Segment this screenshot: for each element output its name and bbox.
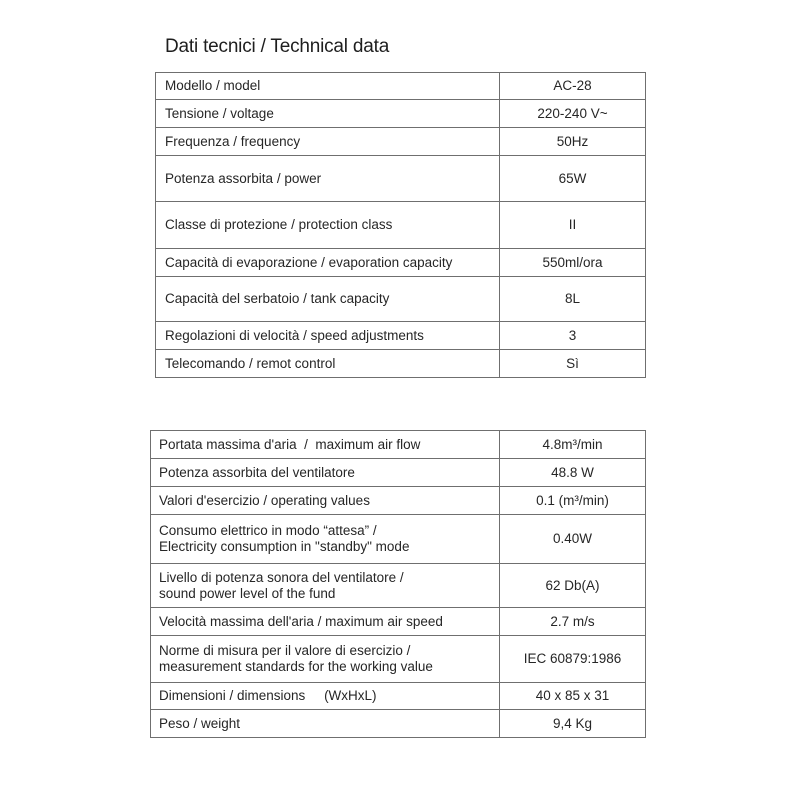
spec-label: Velocità massima dell'aria / maximum air speed [151, 608, 500, 635]
page-title: Dati tecnici / Technical data [165, 36, 390, 57]
spec-value: 3 [568, 327, 577, 343]
table-row [151, 515, 645, 564]
spec-label: Norme di misura per il valore di esercizio / measurement standards for the working value [151, 636, 500, 682]
table-row [156, 249, 645, 277]
spec-label: Frequenza / frequency [156, 128, 500, 155]
spec-value: 48.8 W [551, 464, 594, 480]
spec-value: IEC 60879:1986 [523, 651, 622, 666]
spec-label: Livello di potenza sonora del ventilatore / sound power level of the fund [151, 564, 500, 607]
spec-label: Modello / model [156, 73, 500, 99]
spec-value: 40 x 85 x 31 [535, 688, 610, 703]
spec-value: 550ml/ora [542, 254, 603, 270]
spec-label: Portata massima d'aria / maximum air flow [151, 431, 500, 458]
table-row [151, 710, 645, 738]
spec-value: 2.7 m/s [550, 613, 595, 629]
table-row [151, 564, 645, 608]
spec-label: Valori d'esercizio / operating values [151, 487, 500, 514]
spec-value: 9,4 Kg [552, 715, 593, 731]
spec-value: 220-240 V~ [537, 105, 608, 121]
spec-value: 65W [558, 170, 587, 186]
table-row [156, 322, 645, 350]
spec-value: Sì [566, 355, 579, 371]
table-row [151, 636, 645, 683]
table-row [156, 73, 645, 100]
table-row [151, 459, 645, 487]
spec-value: 0.40W [552, 531, 593, 546]
table-row [156, 202, 645, 249]
table-row [156, 100, 645, 128]
spec-value: II [568, 217, 577, 232]
specs-table-fan [150, 430, 646, 738]
spec-label: Regolazioni di velocità / speed adjustments [156, 322, 500, 349]
spec-label: Dimensioni / dimensions (WxHxL) [151, 683, 500, 709]
spec-label: Classe di protezione / protection class [156, 202, 500, 248]
spec-label: Potenza assorbita / power [156, 156, 500, 201]
table-row [156, 156, 645, 202]
spec-value: 62 Db(A) [545, 577, 600, 593]
table-row [151, 431, 645, 459]
spec-value: AC-28 [553, 78, 592, 93]
spec-value: 50Hz [556, 133, 589, 149]
spec-label: Capacità di evaporazione / evaporation capacity [156, 249, 500, 276]
spec-value: 0.1 (m³/min) [536, 492, 609, 508]
spec-label: Telecomando / remot control [156, 350, 500, 377]
table-row [156, 128, 645, 156]
spec-value: 8L [564, 291, 581, 306]
spec-label: Capacità del serbatoio / tank capacity [156, 277, 500, 321]
table-row [151, 487, 645, 515]
spec-value: 4.8m³/min [542, 436, 603, 452]
specs-table-general [155, 72, 646, 378]
spec-label: Peso / weight [151, 710, 500, 737]
table-row [151, 608, 645, 636]
table-row [151, 683, 645, 710]
table-row [156, 277, 645, 322]
spec-label: Tensione / voltage [156, 100, 500, 127]
spec-label: Consumo elettrico in modo “attesa” / Electricity consumption in "standby" mode [151, 515, 500, 563]
spec-label: Potenza assorbita del ventilatore [151, 459, 500, 486]
table-row [156, 350, 645, 378]
